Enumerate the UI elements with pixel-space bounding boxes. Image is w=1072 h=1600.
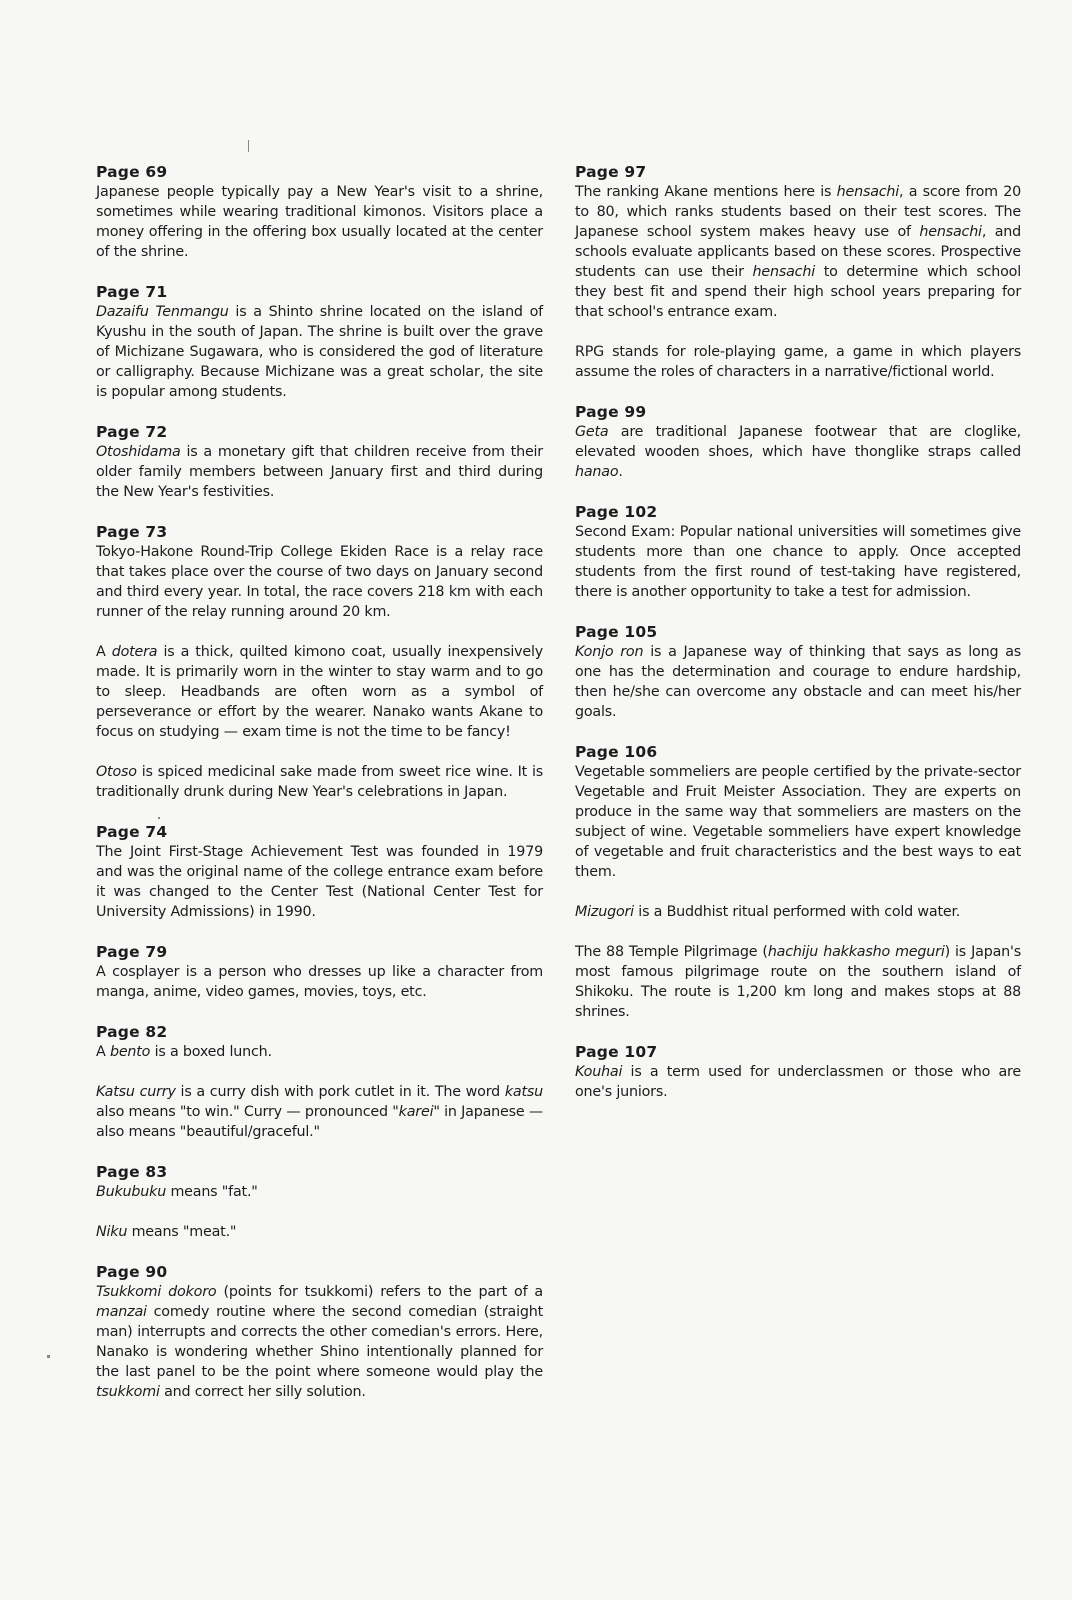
page-reference-heading: Page 105	[575, 623, 658, 641]
note-paragraph	[96, 842, 543, 922]
note-paragraph	[96, 1222, 543, 1242]
italic-term: karei	[398, 1104, 434, 1120]
italic-term: Kouhai	[575, 1064, 623, 1080]
page-reference-heading: Page 106	[575, 743, 658, 761]
text-run: Vegetable sommeliers are people certified by the private-sector Vegetable and Fruit Meister Association. They are experts on produce in the same way that sommeliers are masters on the subject of wine. Vegetable sommeliers have expert knowledge of vegetable and fruit characteristics and the best ways to eat them.	[575, 764, 1021, 880]
italic-term: Otoso	[96, 764, 137, 780]
text-run: ) is Japan's most famous pilgrimage route on the southern island of Shikoku. The route is 1,200 km long and makes stops at 88 shrines.	[575, 944, 1021, 1020]
note-paragraph	[96, 1042, 543, 1062]
note-section	[575, 502, 1021, 602]
note-section	[575, 622, 1021, 722]
italic-term: Bukubuku	[96, 1184, 167, 1200]
italic-term: dotera	[111, 644, 158, 660]
italic-term: Mizugori	[575, 904, 634, 920]
text-run: is a curry dish with pork cutlet in it. The word	[175, 1084, 505, 1100]
text-run: is a boxed lunch.	[150, 1044, 272, 1060]
italic-term: Konjo ron	[575, 644, 644, 660]
text-run: The ranking Akane mentions here is	[575, 184, 837, 200]
page-reference-heading: Page 99	[575, 403, 647, 421]
page-reference-heading: Page 82	[96, 1023, 168, 1041]
note-section	[96, 1162, 543, 1242]
note-paragraph	[575, 1062, 1021, 1102]
note-section	[575, 742, 1021, 1022]
text-run: is a Japanese way of thinking that says as long as one has the determination and courage to endure hardship, then he/she can overcome any obstacle and can meet his/her goals.	[575, 644, 1021, 720]
italic-term: Tsukkomi dokoro	[96, 1284, 217, 1300]
note-section	[96, 1022, 543, 1142]
note-paragraph	[96, 1282, 543, 1402]
text-run: A	[96, 644, 112, 660]
note-paragraph	[96, 182, 543, 262]
note-section	[96, 282, 543, 402]
page-reference-heading: Page 71	[96, 283, 168, 301]
scan-speck	[248, 140, 249, 152]
left-column	[96, 162, 543, 1402]
italic-term: bento	[109, 1044, 151, 1060]
note-paragraph	[575, 642, 1021, 722]
scan-speck	[158, 817, 160, 819]
text-run: (points for tsukkomi) refers to the part of a	[216, 1284, 543, 1300]
note-paragraph	[96, 1182, 543, 1202]
text-run: means "fat."	[166, 1184, 258, 1200]
italic-term: tsukkomi	[96, 1384, 160, 1400]
italic-term: hanao	[575, 464, 619, 480]
text-run: Second Exam: Popular national universities will sometimes give students more than one chance to apply. Once accepted students from the first round of test-taking have registered, there is another opportunity to take a test for admission.	[575, 524, 1021, 600]
right-column	[575, 162, 1021, 1102]
italic-term: hensachi	[752, 264, 815, 280]
italic-term: Dazaifu Tenmangu	[96, 304, 229, 320]
text-run: " in Japanese — also means "beautiful/graceful."	[96, 1104, 543, 1140]
note-paragraph	[96, 442, 543, 502]
page-reference-heading: Page 72	[96, 423, 168, 441]
text-run: is a thick, quilted kimono coat, usually inexpensively made. It is primarily worn in the winter to stay warm and to go to sleep. Headbands are often worn as a symbol of perseverance or effort by the wearer. Nanako wants Akane to focus on studying — exam time is not the time to be fancy!	[96, 644, 543, 740]
scan-speck	[47, 1355, 50, 1358]
note-paragraph	[96, 642, 543, 742]
note-section	[96, 1262, 543, 1402]
note-paragraph	[575, 762, 1021, 882]
text-run: , a score from 20 to 80, which ranks students based on their test scores. The Japanese school system makes heavy use of	[575, 184, 1021, 240]
page-reference-heading: Page 90	[96, 1263, 168, 1281]
text-run: to determine which school they best fit and spend their high school years preparing for that school's entrance exam.	[575, 264, 1021, 320]
note-section	[96, 522, 543, 802]
italic-term: Geta	[575, 424, 609, 440]
italic-term: manzai	[96, 1304, 147, 1320]
note-paragraph	[96, 542, 543, 622]
note-section	[96, 942, 543, 1002]
text-run: The 88 Temple Pilgrimage (	[575, 944, 768, 960]
text-run: also means "to win." Curry — pronounced "	[96, 1104, 399, 1120]
text-run: is a Buddhist ritual performed with cold water.	[633, 904, 961, 920]
text-run: is a monetary gift that children receive from their older family members between January first and third during the New Year's festivities.	[96, 444, 543, 500]
text-run: , and schools evaluate applicants based on these scores. Prospective students can use their	[575, 224, 1021, 280]
text-run: is a Shinto shrine located on the island of Kyushu in the south of Japan. The shrine is built over the grave of Michizane Sugawara, who is considered the god of literature or calligraphy. Because Michizane was a great scholar, the site is popular among students.	[96, 304, 543, 400]
note-paragraph	[575, 342, 1021, 382]
page-reference-heading: Page 102	[575, 503, 658, 521]
text-run: means "meat."	[127, 1224, 237, 1240]
note-section	[96, 822, 543, 922]
note-paragraph	[575, 182, 1021, 322]
note-paragraph	[575, 942, 1021, 1022]
italic-term: Otoshidama	[96, 444, 181, 460]
text-run: The Joint First-Stage Achievement Test was founded in 1979 and was the original name of the college entrance exam before it was changed to the Center Test (National Center Test for University Admissions) in 1990.	[96, 844, 543, 920]
italic-term: hensachi	[919, 224, 982, 240]
text-run: is a term used for underclassmen or those who are one's juniors.	[575, 1064, 1021, 1100]
note-paragraph	[96, 1082, 543, 1142]
note-section	[575, 1042, 1021, 1102]
italic-term: hensachi	[836, 184, 900, 200]
text-run: Japanese people typically pay a New Year's visit to a shrine, sometimes while wearing traditional kimonos. Visitors place a money offering in the offering box usually located at the center of the shrine.	[96, 184, 543, 260]
text-run: RPG stands for role-playing game, a game in which players assume the roles of characters in a narrative/fictional world.	[575, 344, 1021, 380]
text-run: are traditional Japanese footwear that are cloglike, elevated wooden shoes, which have thonglike straps called	[575, 424, 1021, 460]
italic-term: katsu	[504, 1084, 543, 1100]
note-section	[96, 162, 543, 262]
text-run: and correct her silly solution.	[159, 1384, 366, 1400]
page-reference-heading: Page 97	[575, 163, 647, 181]
page-reference-heading: Page 69	[96, 163, 168, 181]
note-paragraph	[96, 302, 543, 402]
page-reference-heading: Page 73	[96, 523, 168, 541]
note-paragraph	[575, 902, 1021, 922]
note-paragraph	[575, 422, 1021, 482]
note-section	[575, 162, 1021, 382]
italic-term: hachiju hakkasho meguri	[767, 944, 945, 960]
note-paragraph	[96, 762, 543, 802]
note-section	[96, 422, 543, 502]
page-reference-heading: Page 107	[575, 1043, 658, 1061]
text-run: is spiced medicinal sake made from sweet rice wine. It is traditionally drunk during New Year's celebrations in Japan.	[96, 764, 543, 800]
text-run: .	[618, 464, 623, 480]
page-reference-heading: Page 74	[96, 823, 168, 841]
text-run: A	[96, 1044, 110, 1060]
text-run: A cosplayer is a person who dresses up like a character from manga, anime, video games, movies, toys, etc.	[96, 964, 543, 1000]
page-reference-heading: Page 79	[96, 943, 168, 961]
italic-term: Niku	[96, 1224, 128, 1240]
text-run: comedy routine where the second comedian (straight man) interrupts and corrects the other comedian's errors. Here, Nanako is wondering whether Shino intentionally planned for the last panel to be the point where someone would play the	[96, 1304, 543, 1380]
note-paragraph	[575, 522, 1021, 602]
italic-term: Katsu curry	[96, 1084, 176, 1100]
note-section	[575, 402, 1021, 482]
page-reference-heading: Page 83	[96, 1163, 168, 1181]
note-paragraph	[96, 962, 543, 1002]
text-run: Tokyo-Hakone Round-Trip College Ekiden Race is a relay race that takes place over the course of two days on January second and third every year. In total, the race covers 218 km with each runner of the relay running around 20 km.	[96, 544, 543, 620]
